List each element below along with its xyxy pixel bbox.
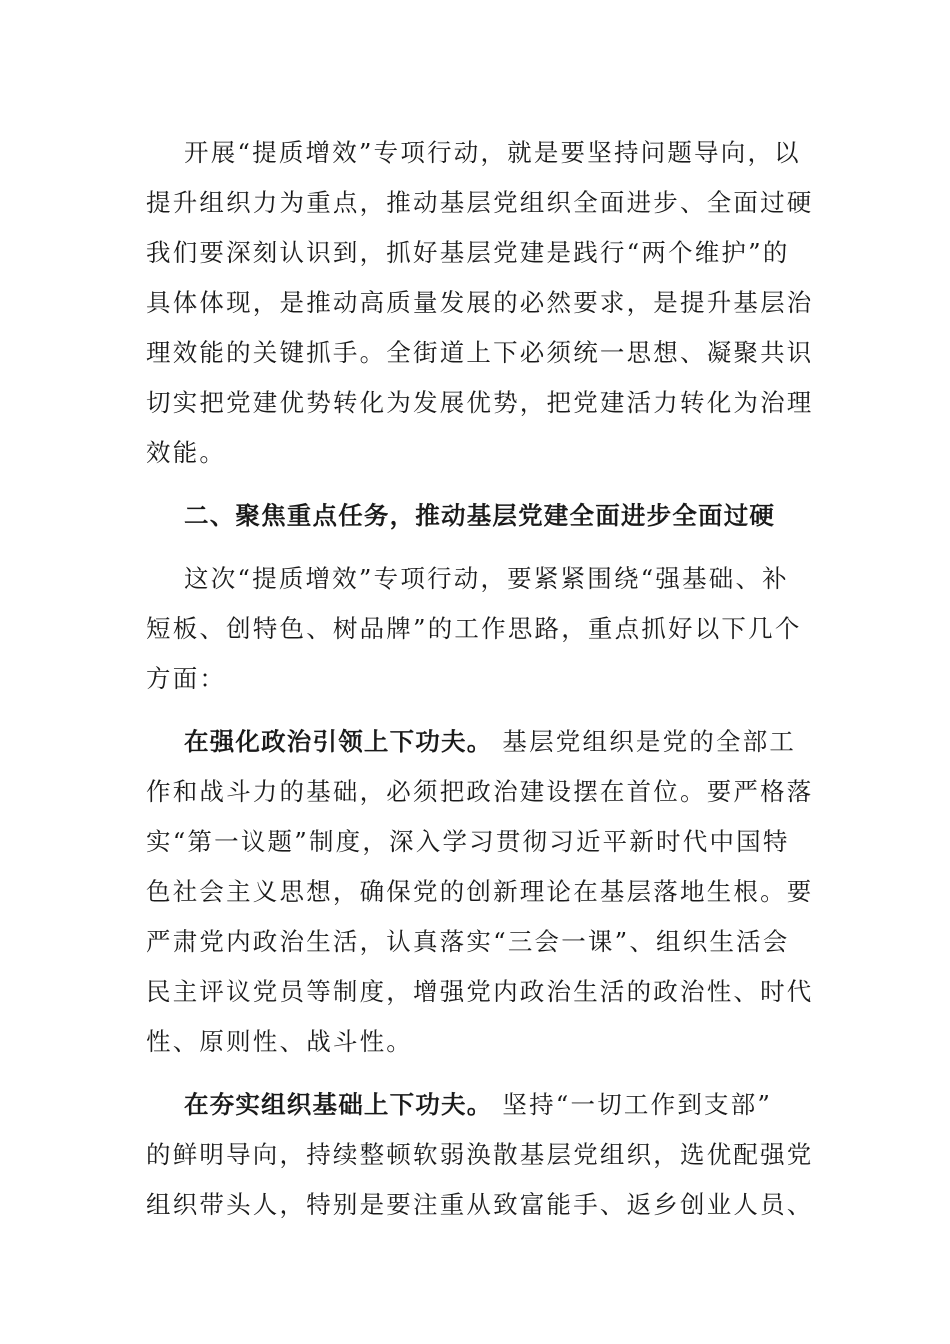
paragraph-line: 开展“提质增效”专项行动，就是要坚持问题导向，以 bbox=[184, 138, 801, 167]
paragraph-4 bbox=[146, 1080, 814, 1230]
paragraph-line: 我们要深刻认识到，抓好基层党建是践行“两个维护”的 bbox=[146, 238, 790, 267]
paragraph-2 bbox=[146, 554, 806, 704]
paragraph-line: 这次“提质增效”专项行动，要紧紧围绕“强基础、补 bbox=[184, 564, 789, 593]
paragraph-lead: 在夯实组织基础上下功夫。 bbox=[184, 1090, 493, 1119]
paragraph-line: 性、原则性、战斗性。 bbox=[146, 1027, 413, 1056]
paragraph-line-text: 基层党组织是党的全部工 bbox=[492, 727, 797, 756]
paragraph-line: 作和战斗力的基础，必须把政治建设摆在首位。要严格落 bbox=[146, 777, 814, 806]
paragraph-lead: 在强化政治引领上下功夫。 bbox=[184, 727, 493, 756]
paragraph-line: 方面： bbox=[146, 664, 227, 693]
paragraph-gap bbox=[146, 541, 806, 554]
paragraph-first-line bbox=[146, 717, 806, 767]
paragraph-line: 色社会主义思想，确保党的创新理论在基层落地生根。要 bbox=[146, 877, 814, 906]
paragraph-line: 具体体现，是推动高质量发展的必然要求，是提升基层治 bbox=[146, 288, 814, 317]
paragraph-gap bbox=[146, 704, 806, 717]
paragraph-1 bbox=[146, 128, 814, 478]
paragraph-line: 的鲜明导向，持续整顿软弱涣散基层党组织，选优配强党 bbox=[146, 1140, 814, 1169]
paragraph-line: 提升组织力为重点，推动基层党组织全面进步、全面过硬 bbox=[146, 188, 814, 217]
paragraph-line: 切实把党建优势转化为发展优势，把党建活力转化为治理 bbox=[146, 388, 814, 417]
paragraph-line: 民主评议党员等制度，增强党内政治生活的政治性、时代 bbox=[146, 977, 814, 1006]
paragraph-line: 实“第一议题”制度，深入学习贯彻习近平新时代中国特 bbox=[146, 827, 790, 856]
paragraph-gap bbox=[146, 1067, 806, 1080]
section-heading: 二、聚焦重点任务，推动基层党建全面进步全面过硬 bbox=[184, 501, 776, 530]
paragraph-line: 理效能的关键抓手。全街道上下必须统一思想、凝聚共识 bbox=[146, 338, 814, 367]
paragraph-line: 效能。 bbox=[146, 438, 227, 467]
paragraph-line: 严肃党内政治生活，认真落实“三会一课”、组织生活会 bbox=[146, 927, 790, 956]
paragraph-first-line bbox=[146, 1080, 806, 1130]
document-page bbox=[146, 128, 814, 1230]
paragraph-3 bbox=[146, 717, 814, 1067]
paragraph-line: 短板、创特色、树品牌”的工作思路，重点抓好以下几个 bbox=[146, 614, 802, 643]
paragraph-line-text: 坚持“一切工作到支部” bbox=[492, 1090, 773, 1119]
paragraph-line: 组织带头人，特别是要注重从致富能手、返乡创业人员、 bbox=[146, 1190, 814, 1219]
paragraph-gap bbox=[146, 478, 806, 491]
